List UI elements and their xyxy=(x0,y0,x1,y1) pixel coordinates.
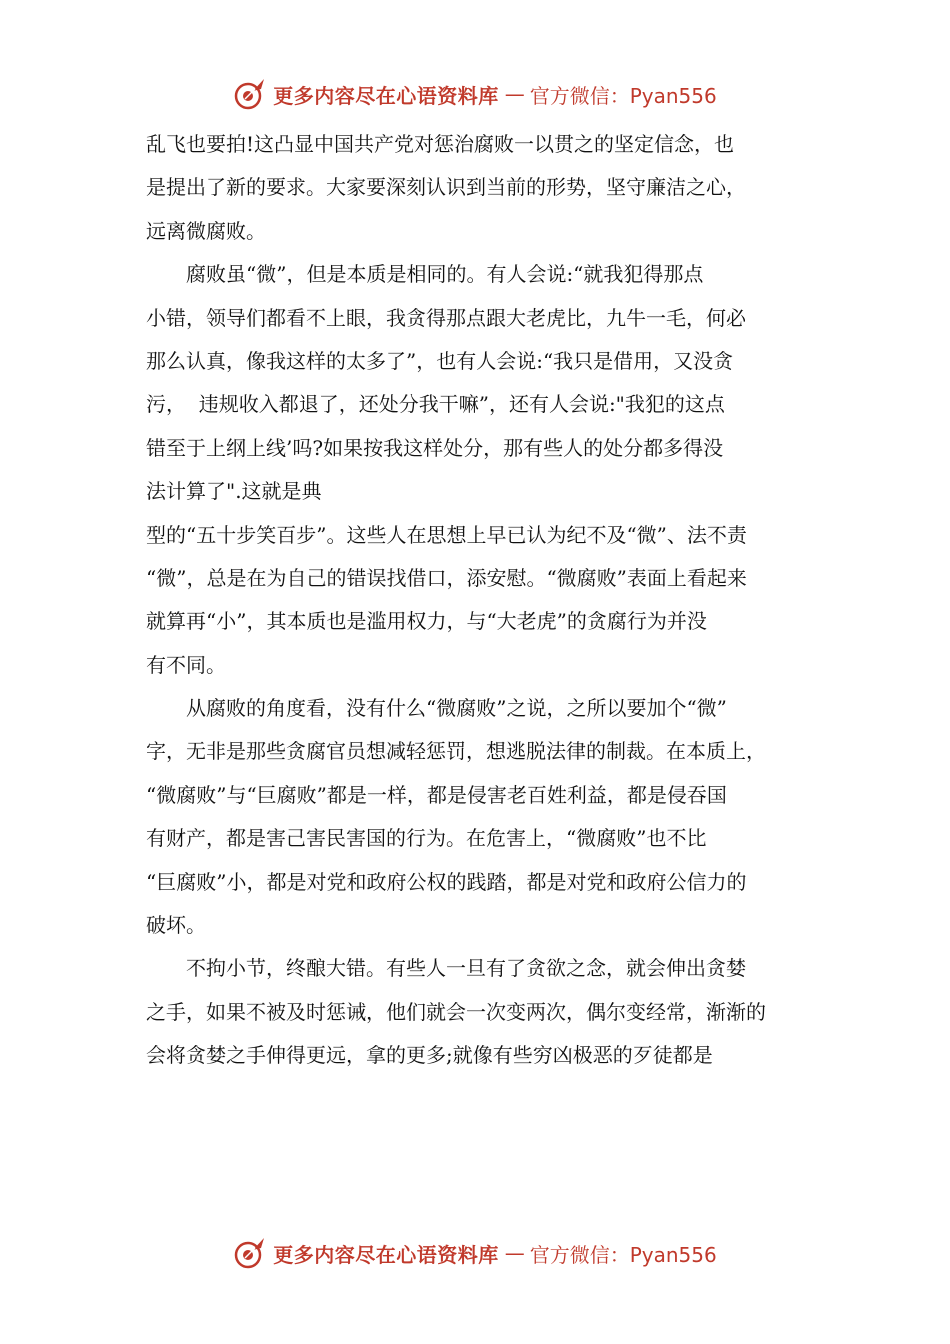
body-line: 那么认真，像我这样的太多了”，也有人会说:“我只是借用，又没贪 xyxy=(146,348,734,373)
banner-separator: — xyxy=(504,1241,524,1265)
body-line: 远离微腐败。 xyxy=(146,218,266,243)
body-line: 从腐败的角度看，没有什么“微腐败”之说，之所以要加个“微” xyxy=(146,696,727,721)
header-banner xyxy=(0,72,950,116)
banner-title: 更多内容尽在心语资料库 xyxy=(273,1242,499,1267)
body-line: “巨腐败”小，都是对党和政府公权的践踏，都是对党和政府公信力的 xyxy=(146,869,747,894)
body-line: 错至于上纲上线’吗?如果按我这样处分，那有些人的处分都多得没 xyxy=(146,435,724,460)
body-line: 法计算了".这就是典 xyxy=(146,479,322,504)
banner-contact: 官方微信：Pyan556 xyxy=(529,83,717,108)
banner-title: 更多内容尽在心语资料库 xyxy=(273,83,499,108)
body-line: 就算再“小”，其本质也是滥用权力，与“大老虎”的贪腐行为并没 xyxy=(146,609,707,634)
quill-logo-icon xyxy=(233,77,267,111)
body-line: “微”，总是在为自己的错误找借口，添安慰。“微腐败”表面上看起来 xyxy=(146,565,747,590)
body-line: 小错，领导们都看不上眼，我贪得那点跟大老虎比，九牛一毛，何必 xyxy=(146,305,746,330)
body-line: 乱飞也要拍!这凸显中国共产党对惩治腐败一以贯之的坚定信念，也 xyxy=(146,132,735,156)
footer-banner xyxy=(0,1231,950,1275)
document-body xyxy=(146,123,814,1078)
body-line: 腐败虽“微”，但是本质是相同的。有人会说:“就我犯得那点 xyxy=(146,262,704,287)
body-line: 破坏。 xyxy=(146,913,206,938)
body-line: “微腐败”与“巨腐败”都是一样，都是侵害老百姓利益，都是侵吞国 xyxy=(146,782,727,807)
quill-logo-icon xyxy=(233,1236,267,1270)
banner-separator: — xyxy=(504,82,524,106)
body-line: 不拘小节，终酿大错。有些人一旦有了贪欲之念，就会伸出贪婪 xyxy=(146,956,746,981)
body-line: 有不同。 xyxy=(146,652,226,677)
body-line: 之手，如果不被及时惩诫，他们就会一次变两次，偶尔变经常，渐渐的 xyxy=(146,999,766,1024)
body-line: 型的“五十步笑百步”。这些人在思想上早已认为纪不及“微”、法不责 xyxy=(146,522,747,547)
body-line: 字，无非是那些贪腐官员想减轻惩罚，想逃脱法律的制裁。在本质上， xyxy=(146,739,766,764)
body-line: 污， 违规收入都退了，还处分我干嘛”，还有人会说:"我犯的这点 xyxy=(146,392,725,417)
banner-contact: 官方微信：Pyan556 xyxy=(529,1242,717,1267)
body-line: 会将贪婪之手伸得更远，拿的更多;就像有些穷凶极恶的歹徒都是 xyxy=(146,1043,713,1068)
body-line: 有财产，都是害己害民害国的行为。在危害上，“微腐败”也不比 xyxy=(146,826,707,851)
body-line: 是提出了新的要求。大家要深刻认识到当前的形势，坚守廉洁之心， xyxy=(146,175,746,200)
